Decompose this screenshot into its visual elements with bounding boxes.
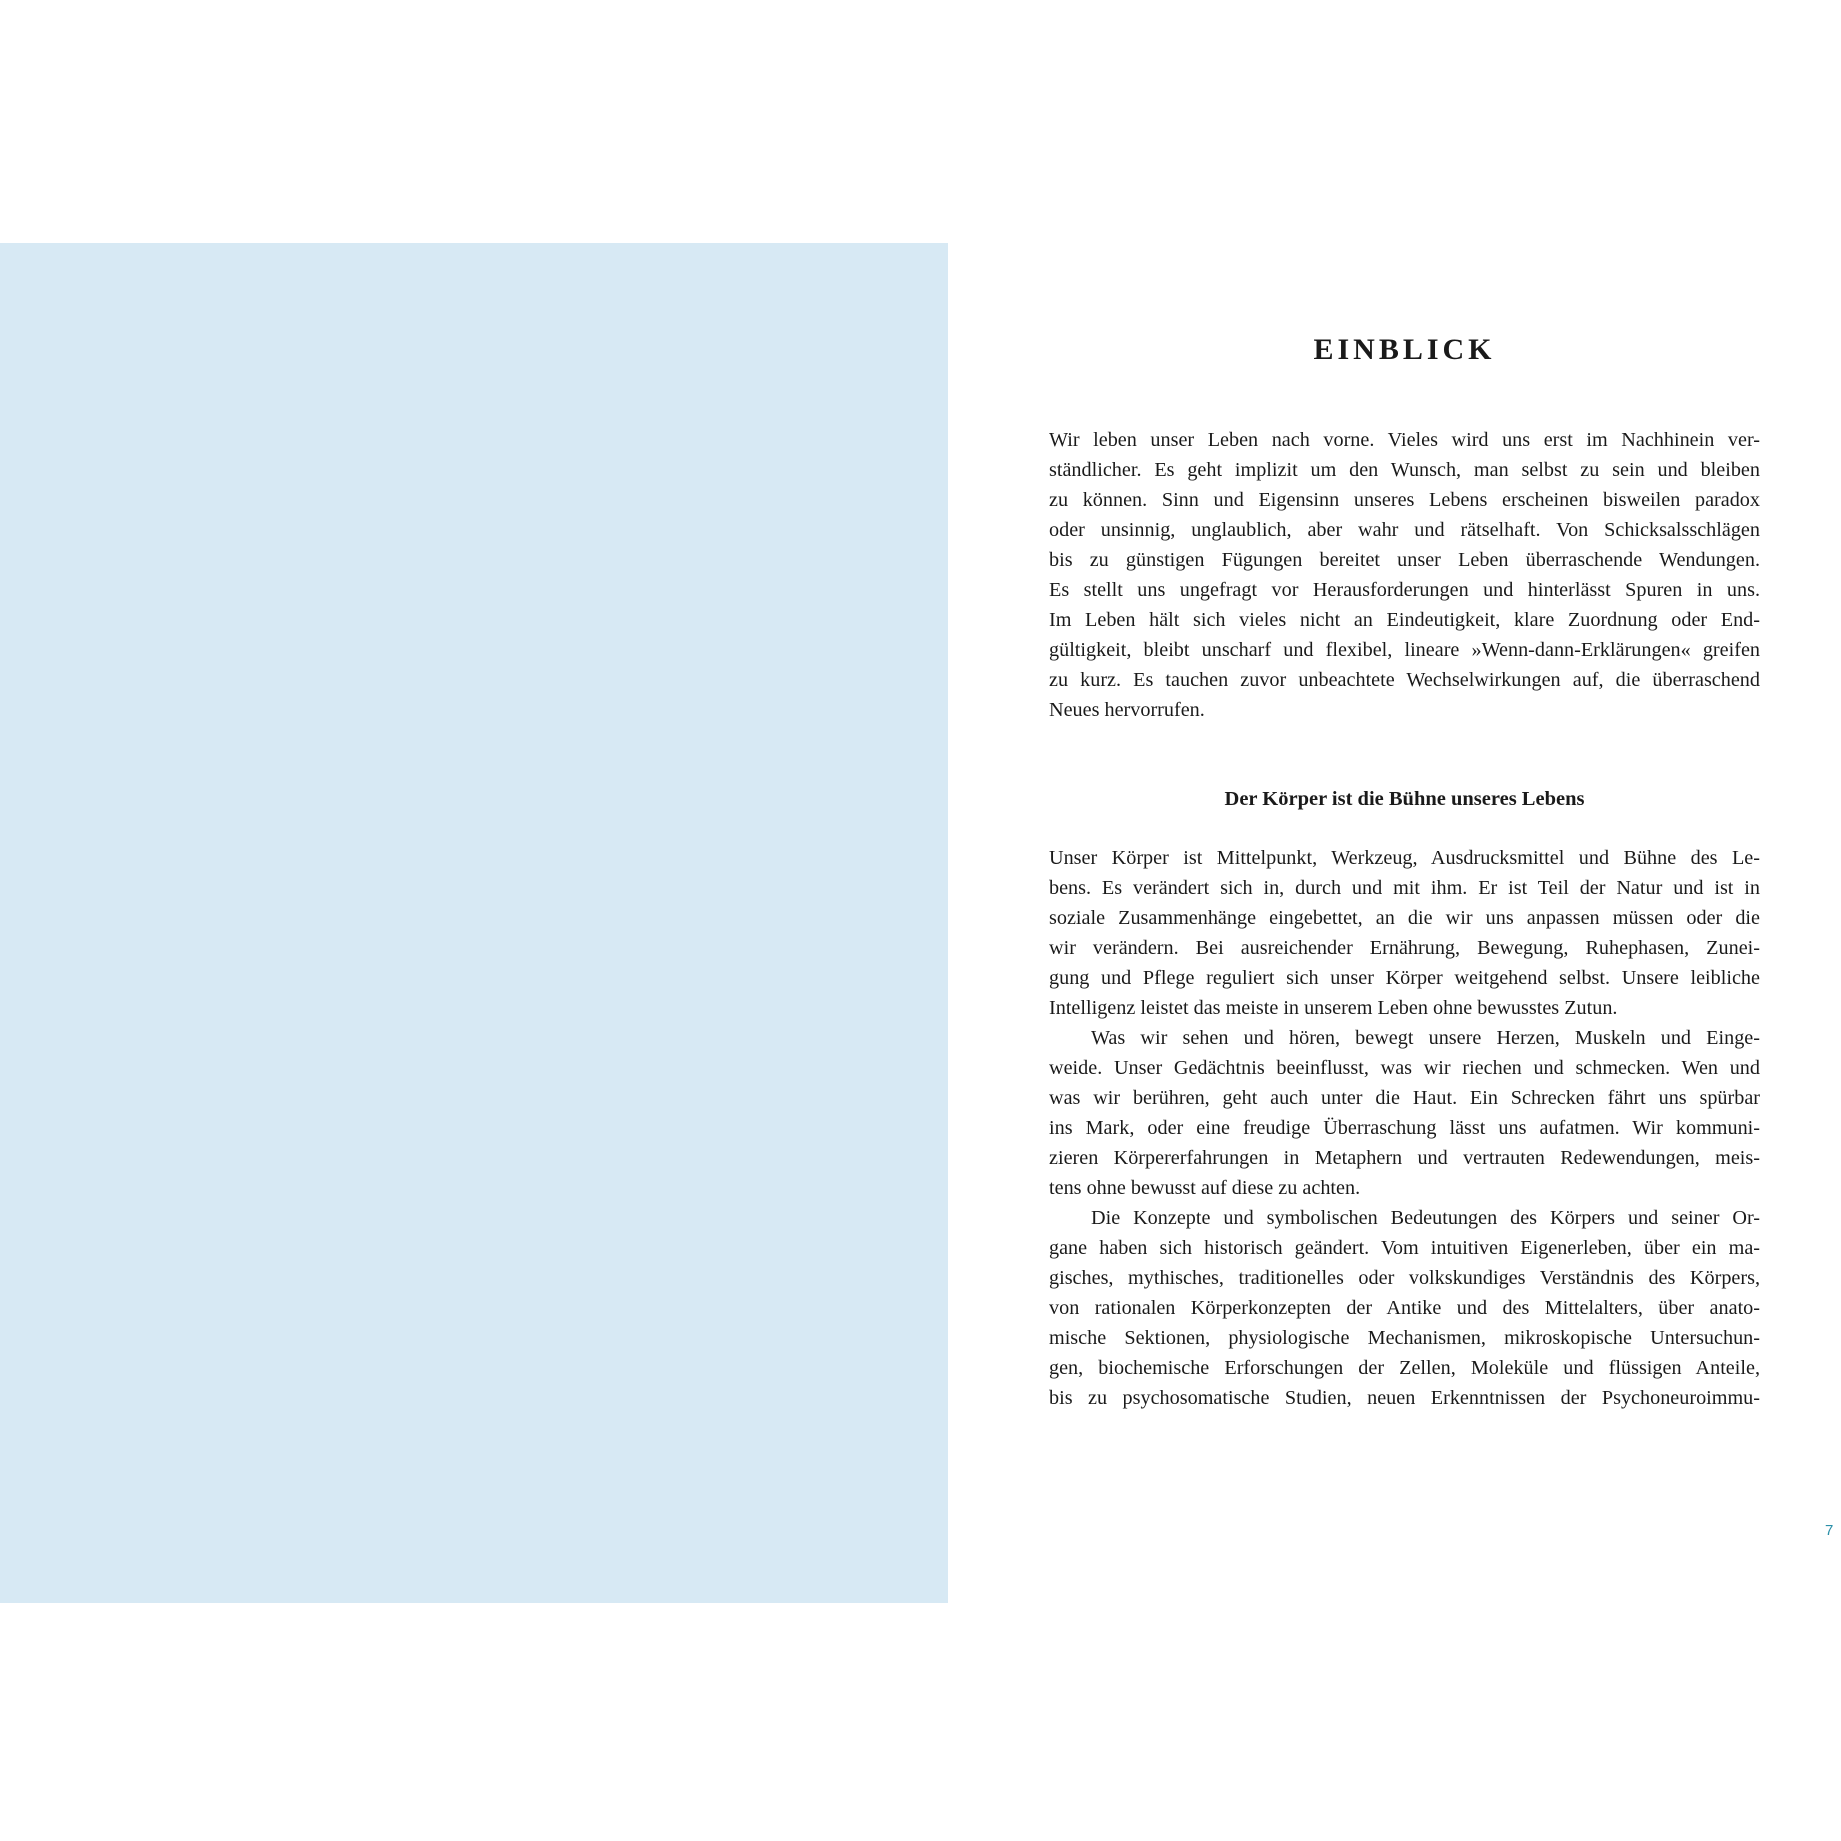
intro-paragraph xyxy=(1049,425,1760,725)
text-line: soziale Zusammenhänge eingebettet, an die wir uns anpassen müssen oder die xyxy=(1049,907,1760,929)
text-line: gane haben sich historisch geändert. Vom intuitiven Eigenerleben, über ein ma- xyxy=(1049,1237,1760,1259)
text-line: gisches, mythisches, traditionelles oder volkskundiges Verständnis des Körpers, xyxy=(1049,1267,1760,1289)
text-line: mische Sektionen, physiologische Mechanismen, mikroskopische Untersuchun- xyxy=(1049,1327,1760,1349)
body-text xyxy=(1049,843,1760,1413)
text-line: Wir leben unser Leben nach vorne. Vieles wird uns erst im Nachhinein ver- xyxy=(1049,429,1760,451)
text-line: Es stellt uns ungefragt vor Herausforderungen und hinterlässt Spuren in uns. xyxy=(1049,579,1760,601)
right-page-text-column xyxy=(1049,330,1760,1413)
text-line: zu können. Sinn und Eigensinn unseres Lebens erscheinen bisweilen paradox xyxy=(1049,489,1760,511)
text-line: gültigkeit, bleibt unscharf und flexibel, lineare »Wenn-dann-Erklärungen« greifen xyxy=(1049,639,1760,661)
text-line: gung und Pflege reguliert sich unser Körper weitgehend selbst. Unsere leibliche xyxy=(1049,967,1760,989)
text-line: Im Leben hält sich vieles nicht an Eindeutigkeit, klare Zuordnung oder End- xyxy=(1049,609,1760,631)
text-line: ständlicher. Es geht implizit um den Wunsch, man selbst zu sein und bleiben xyxy=(1049,459,1760,481)
text-line: Die Konzepte und symbolischen Bedeutungen des Körpers und seiner Or- xyxy=(1091,1207,1760,1229)
text-line: zu kurz. Es tauchen zuvor unbeachtete Wechselwirkungen auf, die überraschend xyxy=(1049,669,1760,691)
text-line: Intelligenz leistet das meiste in unserem Leben ohne bewusstes Zutun. xyxy=(1049,997,1618,1019)
text-line: gen, biochemische Erforschungen der Zellen, Moleküle und flüssigen Anteile, xyxy=(1049,1357,1760,1379)
text-line: bis zu günstigen Fügungen bereitet unser Leben überraschende Wendungen. xyxy=(1049,549,1760,571)
text-line: bens. Es verändert sich in, durch und mit ihm. Er ist Teil der Natur und ist in xyxy=(1049,877,1760,899)
text-line: wir verändern. Bei ausreichender Ernährung, Bewegung, Ruhephasen, Zunei- xyxy=(1049,937,1760,959)
page-number: 7 xyxy=(1825,1522,1834,1539)
text-line: zieren Körpererfahrungen in Metaphern und vertrauten Redewendungen, meis- xyxy=(1049,1147,1760,1169)
text-line: Neues hervorrufen. xyxy=(1049,699,1205,721)
text-line: oder unsinnig, unglaublich, aber wahr und rätselhaft. Von Schicksalsschlägen xyxy=(1049,519,1760,541)
text-line: bis zu psychosomatische Studien, neuen Erkenntnissen der Psychoneuroimmu- xyxy=(1049,1387,1760,1409)
text-line: tens ohne bewusst auf diese zu achten. xyxy=(1049,1177,1361,1199)
chapter-heading: EINBLICK xyxy=(1313,333,1496,366)
section-subheading: Der Körper ist die Bühne unseres Lebens xyxy=(1224,788,1585,810)
text-line: weide. Unser Gedächtnis beeinflusst, was wir riechen und schmecken. Wen und xyxy=(1049,1057,1760,1079)
text-line: Unser Körper ist Mittelpunkt, Werkzeug, Ausdrucksmittel und Bühne des Le- xyxy=(1049,847,1760,869)
text-line: ins Mark, oder eine freudige Überraschung lässt uns aufatmen. Wir kommuni- xyxy=(1049,1117,1760,1139)
left-page-blue-panel xyxy=(0,243,948,1603)
text-line: was wir berühren, geht auch unter die Haut. Ein Schrecken fährt uns spürbar xyxy=(1049,1087,1760,1109)
text-line: Was wir sehen und hören, bewegt unsere Herzen, Muskeln und Einge- xyxy=(1091,1027,1760,1049)
text-line: von rationalen Körperkonzepten der Antike und des Mittelalters, über anato- xyxy=(1049,1297,1760,1319)
